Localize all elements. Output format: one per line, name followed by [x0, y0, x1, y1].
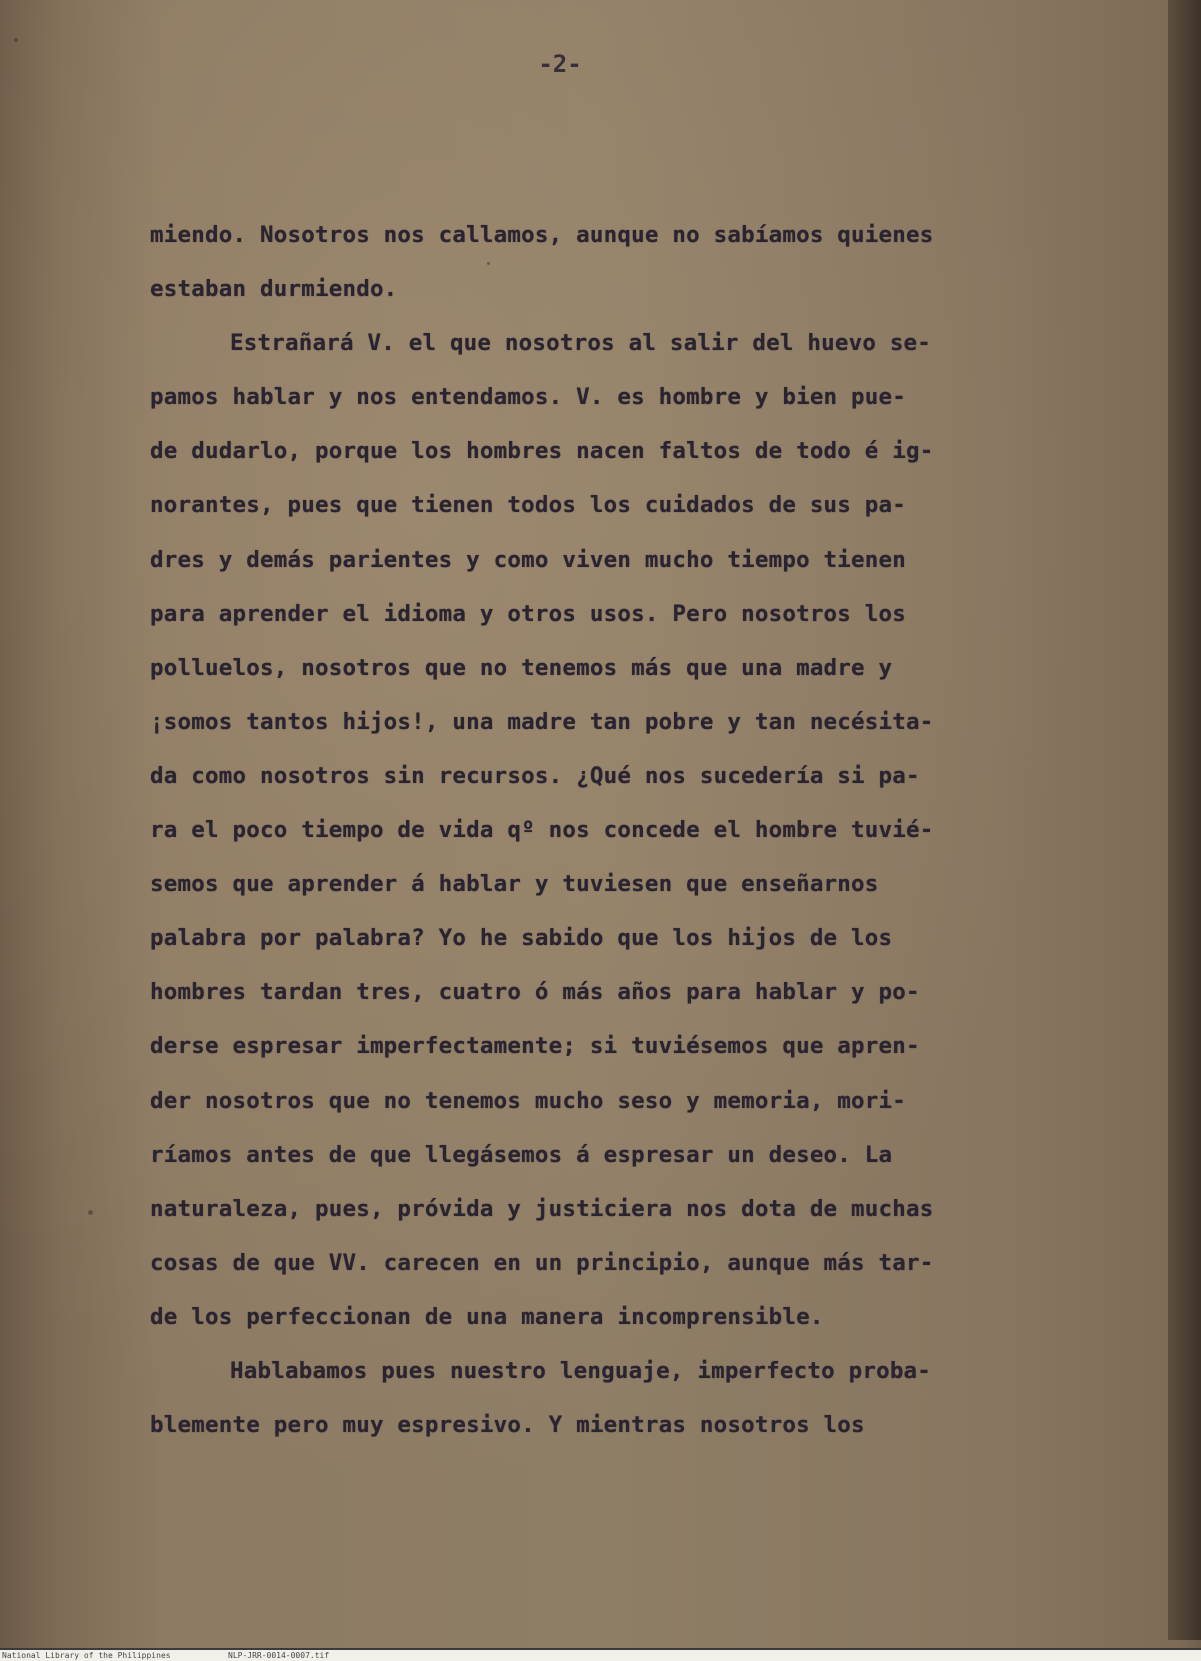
speck [14, 38, 18, 42]
text-line: estaban durmiendo. [150, 276, 398, 303]
footer-file-id: NLP-JRR-0014-0007.tif [228, 1651, 330, 1660]
text-line: de los perfeccionan de una manera incomprensible. [150, 1303, 824, 1330]
text-line: pamos hablar y nos entendamos. V. es hombre y bien pue- [150, 384, 907, 411]
body-text [150, 208, 1080, 1452]
text-line: derse espresar imperfectamente; si tuviésemos que apren- [150, 1033, 920, 1060]
text-line: polluelos, nosotros que no tenemos más que una madre y [150, 654, 893, 681]
text-line: der nosotros que no tenemos mucho seso y memoria, mori- [150, 1087, 907, 1114]
text-line: dres y demás parientes y como viven mucho tiempo tienen [150, 546, 907, 573]
text-line: palabra por palabra? Yo he sabido que los hijos de los [150, 925, 893, 952]
text-line: naturaleza, pues, próvida y justiciera nos dota de muchas [150, 1195, 934, 1222]
text-line: Estrañará V. el que nosotros al salir del huevo se- [230, 330, 932, 357]
page-edge-shadow [1168, 0, 1201, 1640]
text-line: de dudarlo, porque los hombres nacen faltos de todo é ig- [150, 438, 934, 465]
text-line: ríamos antes de que llegásemos á espresar un deseo. La [150, 1141, 893, 1168]
speck [88, 1210, 93, 1215]
text-line: da como nosotros sin recursos. ¿Qué nos sucedería si pa- [150, 762, 920, 789]
text-line: semos que aprender á hablar y tuviesen que enseñarnos [150, 871, 879, 898]
footer-library-name: National Library of the Philippines [2, 1651, 171, 1660]
scan-footer [0, 1648, 1201, 1661]
page-number: -2- [538, 50, 582, 78]
text-line: norantes, pues que tienen todos los cuidados de sus pa- [150, 492, 907, 519]
text-line: cosas de que VV. carecen en un principio, aunque más tar- [150, 1249, 934, 1276]
text-line: para aprender el idioma y otros usos. Pero nosotros los [150, 600, 907, 627]
text-line: hombres tardan tres, cuatro ó más años para hablar y po- [150, 979, 920, 1006]
text-line: ¡somos tantos hijos!, una madre tan pobre y tan necésita- [150, 708, 934, 735]
text-line: blemente pero muy espresivo. Y mientras nosotros los [150, 1412, 865, 1439]
text-line: Hablabamos pues nuestro lenguaje, imperfecto proba- [230, 1357, 932, 1384]
text-line: miendo. Nosotros nos callamos, aunque no sabíamos quienes [150, 222, 934, 248]
text-line: ra el poco tiempo de vida qº nos concede el hombre tuvié- [150, 817, 934, 844]
